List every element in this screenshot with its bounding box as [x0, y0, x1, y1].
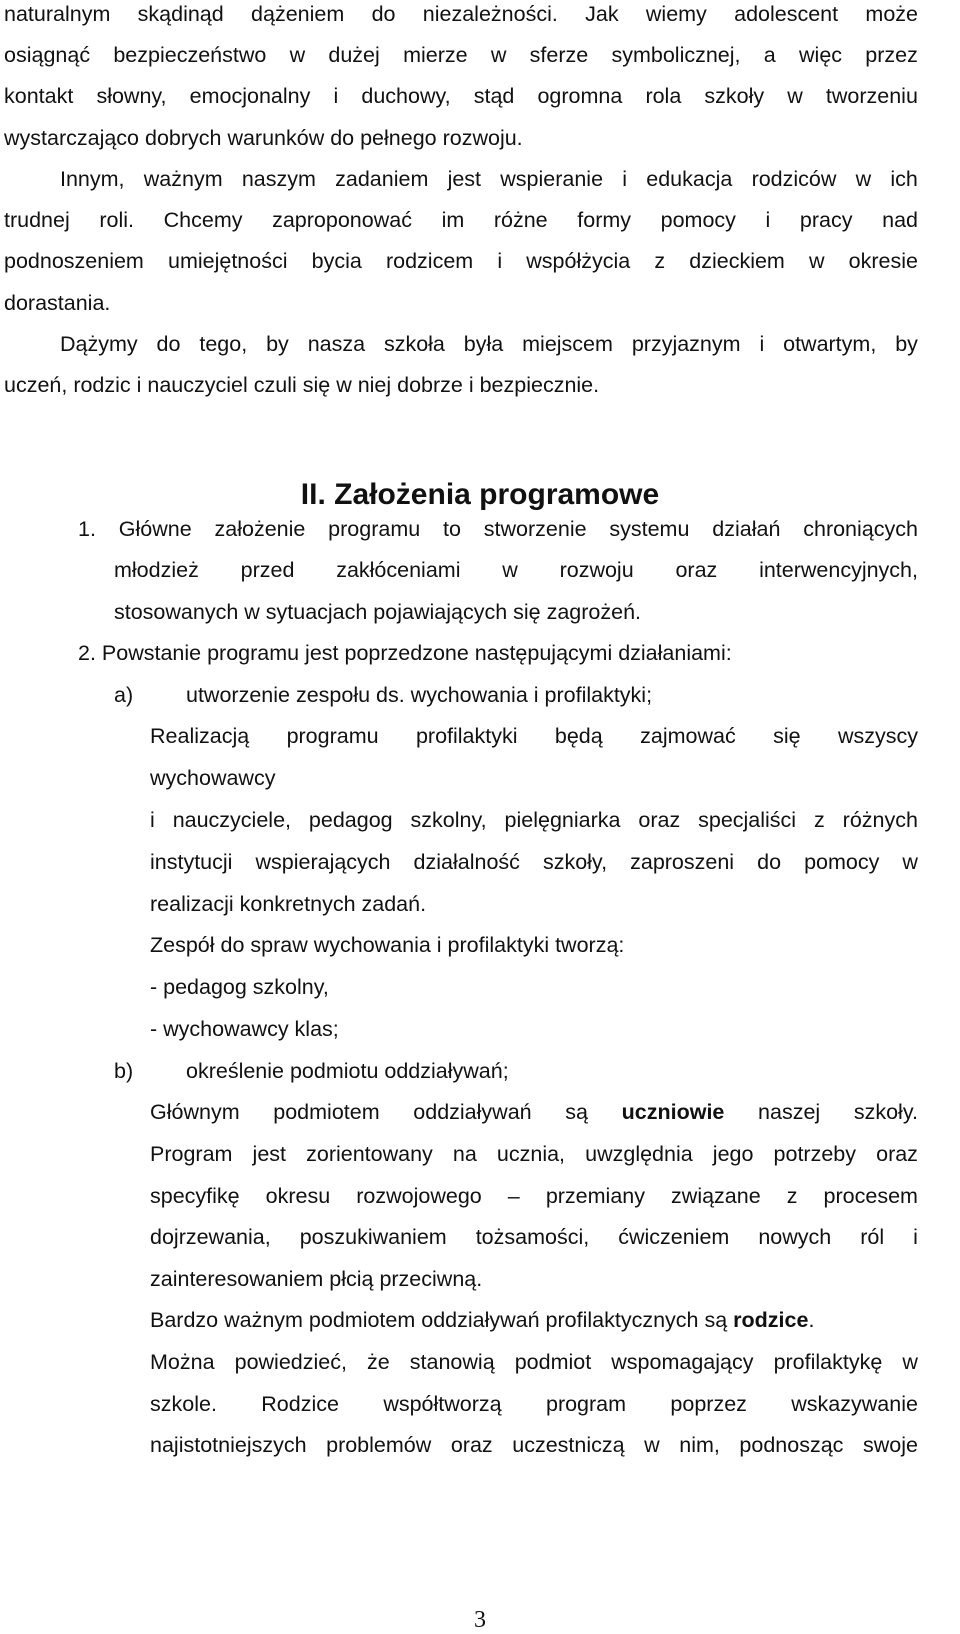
word: do [757, 850, 782, 874]
list-marker: a) [114, 683, 134, 707]
word: i [765, 208, 771, 232]
word: powiedzieć, [234, 1350, 347, 1374]
word: pomocy [660, 208, 736, 232]
word: roli. [99, 208, 135, 232]
word: potrzeby [773, 1142, 857, 1166]
word: adolescent [734, 2, 839, 26]
list-marker: b) [114, 1059, 134, 1083]
word: i [622, 167, 628, 191]
word: okresu [265, 1184, 331, 1208]
word: otwartym, [783, 332, 877, 356]
word: skądinąd [137, 2, 224, 26]
word: różne [493, 208, 548, 232]
word: szkoły [704, 84, 765, 108]
text-run: . [808, 1308, 815, 1332]
text-line: dorastania. [4, 291, 111, 315]
word: procesem [823, 1184, 918, 1208]
word: stąd [473, 84, 515, 108]
section-heading: II. Założenia programowe [300, 478, 660, 511]
word: poprzez [670, 1392, 747, 1416]
word: oraz [638, 808, 681, 832]
word: ogromna [537, 84, 623, 108]
text-line [150, 1140, 918, 1168]
word: zakłóceniami [336, 558, 461, 582]
word: by [266, 332, 289, 356]
word: może [865, 2, 918, 26]
word: nauczyciele, [172, 808, 292, 832]
word: by [895, 332, 918, 356]
word: dojrzewania, [150, 1225, 271, 1249]
page-number: 3 [474, 1607, 486, 1633]
word: zorientowany [306, 1142, 433, 1166]
word: szkoła [383, 332, 445, 356]
word: przez [865, 43, 918, 67]
text-line: uczeń, rodzic i nauczyciel czuli się w niej dobrze i bezpiecznie. [4, 373, 600, 397]
word: swoje [862, 1433, 918, 1457]
word: bycia [311, 249, 362, 273]
word: rodziców [751, 167, 837, 191]
word: zaproszeni [630, 850, 735, 874]
word: systemu [609, 517, 690, 541]
word: współtworzą [383, 1392, 502, 1416]
word: różnych [842, 808, 918, 832]
word: założenie [214, 517, 306, 541]
word: zajmować [640, 724, 736, 748]
word: profilaktykę [773, 1350, 883, 1374]
text-line: zainteresowaniem płcią przeciwną. [150, 1267, 483, 1291]
word: działań [712, 517, 781, 541]
text-line: stosowanych w sytuacjach pojawiających się zagrożeń. [114, 600, 642, 624]
word: pracy [799, 208, 853, 232]
text-line [150, 1098, 918, 1126]
list-item: 2. Powstanie programu jest poprzedzone następującymi działaniami: [78, 641, 732, 665]
word: podmiot [514, 1350, 592, 1374]
sub-item-title: utworzenie zespołu ds. wychowania i profilaktyki; [186, 683, 653, 707]
text-line [4, 247, 918, 275]
word: w [289, 43, 306, 67]
text-line [150, 1431, 918, 1459]
word: więc [799, 43, 843, 67]
word: podnosząc [739, 1433, 844, 1457]
word: a [763, 43, 776, 67]
word: naturalnym [4, 2, 111, 26]
word: – [507, 1184, 520, 1208]
word: chroniących [803, 517, 918, 541]
word: zadaniem [335, 167, 429, 191]
dash-item: - pedagog szkolny, [150, 975, 329, 999]
word: 1. [78, 517, 96, 541]
word: oraz [450, 1433, 493, 1457]
word: podnoszeniem [4, 249, 144, 273]
word: niezależności. [422, 2, 558, 26]
text-run: Bardzo ważnym podmiotem oddziaływań profilaktycznych są [150, 1308, 728, 1332]
word: uwzględnia [585, 1142, 693, 1166]
word: ucznia, [496, 1142, 566, 1166]
word: że [367, 1350, 390, 1374]
word: wspieranie [500, 167, 604, 191]
word: kontakt [4, 84, 74, 108]
word: poszukiwaniem [299, 1225, 447, 1249]
sub-item-title: określenie podmiotu oddziaływań; [186, 1059, 509, 1083]
word: z [814, 808, 825, 832]
word: Głównym [150, 1100, 240, 1124]
word: zaproponować [272, 208, 412, 232]
word: w [902, 1350, 918, 1374]
text-line: realizacji konkretnych zadań. [150, 892, 427, 916]
list-item [78, 515, 918, 543]
word: przed [240, 558, 295, 582]
word: nad [882, 208, 918, 232]
word: umiejętności [168, 249, 288, 273]
word: i [150, 808, 155, 832]
text-line [60, 165, 918, 193]
word: Innym, [60, 167, 125, 191]
word: okresie [848, 249, 918, 273]
word: ćwiczeniem [618, 1225, 730, 1249]
word: nowych [758, 1225, 832, 1249]
word: problemów [326, 1433, 432, 1457]
word: przyjaznym [631, 332, 741, 356]
text-line [150, 722, 918, 750]
dash-item: - wychowawcy klas; [150, 1017, 339, 1041]
word: w [855, 167, 872, 191]
word: oraz [675, 558, 718, 582]
word: rozwojowego [356, 1184, 482, 1208]
word: Jak [585, 2, 619, 26]
word: współżycia [526, 249, 631, 273]
word: z [654, 249, 666, 273]
text-line [150, 1306, 814, 1334]
word: szkoły. [853, 1100, 918, 1124]
word: wspierających [255, 850, 391, 874]
word: i [497, 249, 503, 273]
word: specyfikę [150, 1184, 240, 1208]
word: w [787, 84, 803, 108]
word: Dążymy [60, 332, 138, 356]
word: program [545, 1392, 627, 1416]
word: dużej [328, 43, 380, 67]
text-line [4, 206, 918, 234]
word: naszej [758, 1100, 821, 1124]
word: instytucji [150, 850, 233, 874]
text-line: wychowawcy [150, 766, 276, 790]
word: im [441, 208, 465, 232]
word: działalność [413, 850, 520, 874]
word: pomocy [804, 850, 880, 874]
word: stanowią [409, 1350, 495, 1374]
word: w [902, 850, 918, 874]
word: do [371, 2, 396, 26]
word: jest [252, 1142, 287, 1166]
word: wskazywanie [791, 1392, 918, 1416]
word: związane [671, 1184, 761, 1208]
word: przemiany [545, 1184, 645, 1208]
word: szkole. [150, 1392, 217, 1416]
text-line [4, 82, 918, 110]
word: dążeniem [251, 2, 345, 26]
word: wiemy [645, 2, 707, 26]
word: duchowy, [361, 84, 451, 108]
text-line: wystarczająco dobrych warunków do pełnego rozwoju. [4, 126, 523, 150]
word: Chcemy [163, 208, 243, 232]
word: interwencyjnych, [759, 558, 918, 582]
word: osiągnąć [4, 43, 91, 67]
word: miejscem [522, 332, 613, 356]
word: i [333, 84, 339, 108]
word: w [808, 249, 825, 273]
text-line [4, 41, 918, 69]
text-line: Zespół do spraw wychowania i profilaktyki tworzą: [150, 933, 625, 957]
word: programu [328, 517, 421, 541]
word: podmiotem [273, 1100, 380, 1124]
word: Główne [118, 517, 192, 541]
word: rozwoju [559, 558, 634, 582]
word: sferze [529, 43, 589, 67]
word: uczestniczą [512, 1433, 625, 1457]
word: naszym [241, 167, 316, 191]
word: i [913, 1225, 918, 1249]
word: rodzicem [385, 249, 474, 273]
word: szkoły, [542, 850, 608, 874]
word: formy [577, 208, 632, 232]
word: specjaliści [698, 808, 797, 832]
word: szkolny, [410, 808, 487, 832]
word: stworzenie [483, 517, 587, 541]
word: Rodzice [261, 1392, 339, 1416]
word: tego, [199, 332, 248, 356]
word: słowny, [96, 84, 167, 108]
word: to [443, 517, 461, 541]
word: nim, [679, 1433, 720, 1457]
word: w [644, 1433, 660, 1457]
word: ról [860, 1225, 885, 1249]
word: pedagog [308, 808, 393, 832]
word: oraz [876, 1142, 918, 1166]
word: na [452, 1142, 477, 1166]
word: nasza [307, 332, 366, 356]
word: ważnym [143, 167, 223, 191]
text-line [150, 1223, 918, 1251]
word: programu [286, 724, 379, 748]
emphasis-text: uczniowie [621, 1100, 725, 1124]
text-line [150, 848, 918, 876]
word: są [565, 1100, 588, 1124]
word: z [786, 1184, 798, 1208]
word: mierze [403, 43, 468, 67]
word: i [759, 332, 765, 356]
emphasis-text: rodzice [733, 1308, 809, 1332]
word: wspomagający [611, 1350, 754, 1374]
text-line [60, 330, 918, 358]
text-line [150, 1182, 918, 1210]
word: Realizacją [150, 724, 250, 748]
word: tożsamości, [475, 1225, 590, 1249]
text-line [4, 0, 918, 28]
word: tworzeniu [825, 84, 918, 108]
word: się [773, 724, 801, 748]
word: do [156, 332, 181, 356]
word: będą [554, 724, 603, 748]
word: Można [150, 1350, 215, 1374]
word: jest [447, 167, 482, 191]
word: dzieckiem [689, 249, 785, 273]
word: w [490, 43, 507, 67]
word: wszyscy [837, 724, 918, 748]
word: profilaktyki [415, 724, 518, 748]
text-line [114, 556, 918, 584]
word: symbolicznej, [611, 43, 741, 67]
word: pielęgniarka [504, 808, 621, 832]
word: edukacja [646, 167, 733, 191]
text-line [150, 1390, 918, 1418]
word: w [502, 558, 518, 582]
word: oddziaływań [413, 1100, 532, 1124]
word: bezpieczeństwo [113, 43, 267, 67]
word: rola [645, 84, 682, 108]
word: najistotniejszych [150, 1433, 307, 1457]
text-line [150, 806, 918, 834]
word: emocjonalny [189, 84, 311, 108]
word: była [463, 332, 504, 356]
word: trudnej [4, 208, 70, 232]
word: młodzież [114, 558, 199, 582]
word: jego [712, 1142, 754, 1166]
word: ich [890, 167, 918, 191]
text-line [150, 1348, 918, 1376]
word: Program [150, 1142, 233, 1166]
